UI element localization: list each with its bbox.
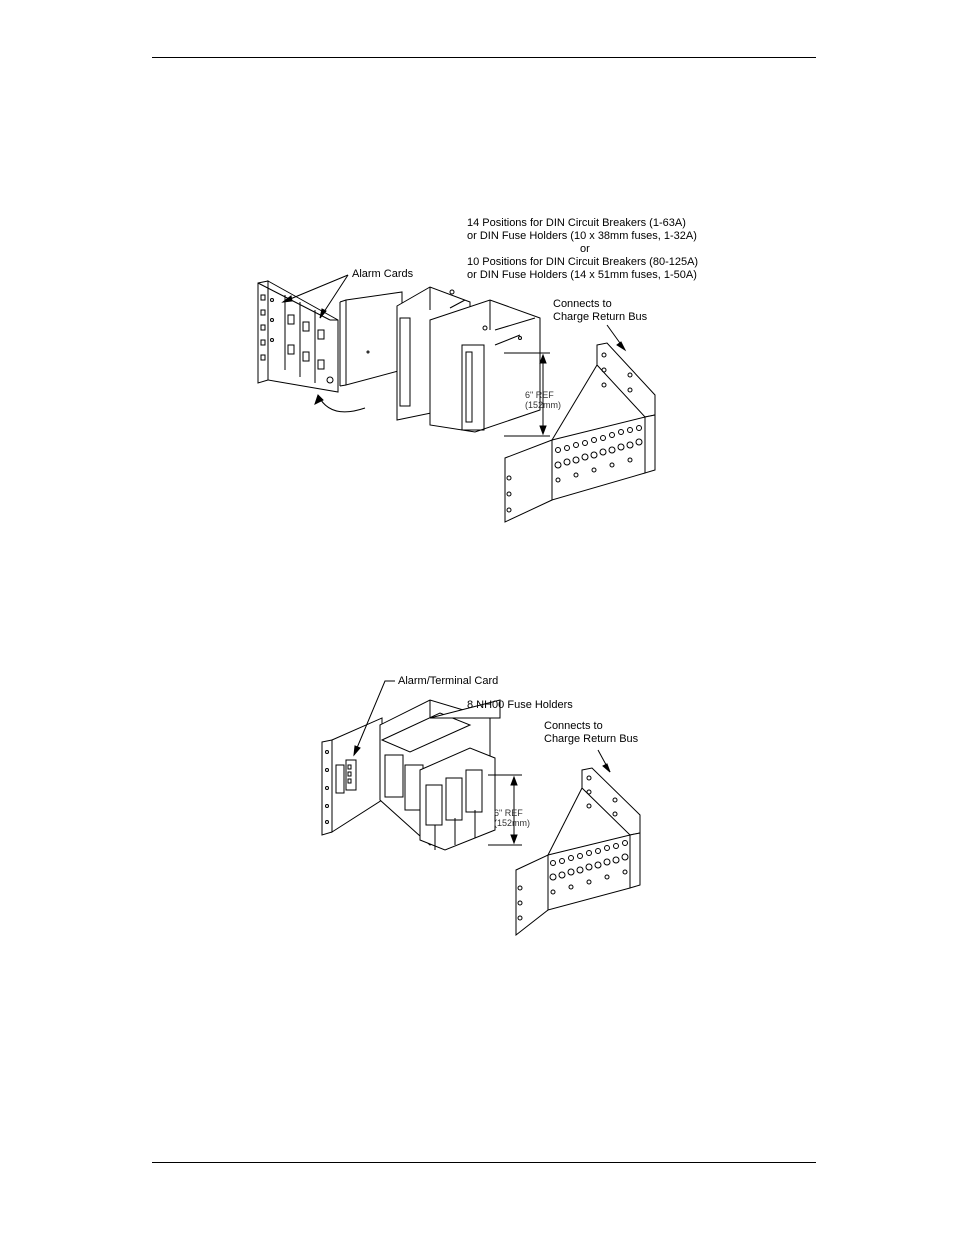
alarm-terminal-card-label: Alarm/Terminal Card [398,675,499,687]
dimension-ref-1: 6" REF [525,390,554,400]
dimension-ref-2: 6" REF [494,808,523,818]
positions-label-line1: 14 Positions for DIN Circuit Breakers (1-63A) [467,217,686,229]
positions-label-line5: or DIN Fuse Holders (14 x 51mm fuses, 1-50A) [467,269,697,281]
positions-label-line4: 10 Positions for DIN Circuit Breakers (80-125A) [467,256,699,268]
dimension-mm-1: (152mm) [525,400,562,410]
bus-label-2-line1: Connects to [544,720,603,732]
charge-return-bus-2 [516,768,640,935]
bus-label-line1: Connects to [553,298,612,310]
bus-label-2-line2: Charge Return Bus [544,733,639,745]
alarm-cards-label: Alarm Cards [352,268,414,280]
bus-leader-2 [598,750,610,772]
dimension-mm-2: (152mm) [494,818,531,828]
nh00-fuse-holders-label: 8 NH00 Fuse Holders [467,699,573,711]
bus-label-line2: Charge Return Bus [553,311,648,323]
positions-label-line2: or DIN Fuse Holders (10 x 38mm fuses, 1-32A) [467,230,697,242]
positions-label-or: or [580,243,590,255]
alarm-terminal-panel [322,718,382,835]
nh00-fuse-holders [380,700,500,850]
